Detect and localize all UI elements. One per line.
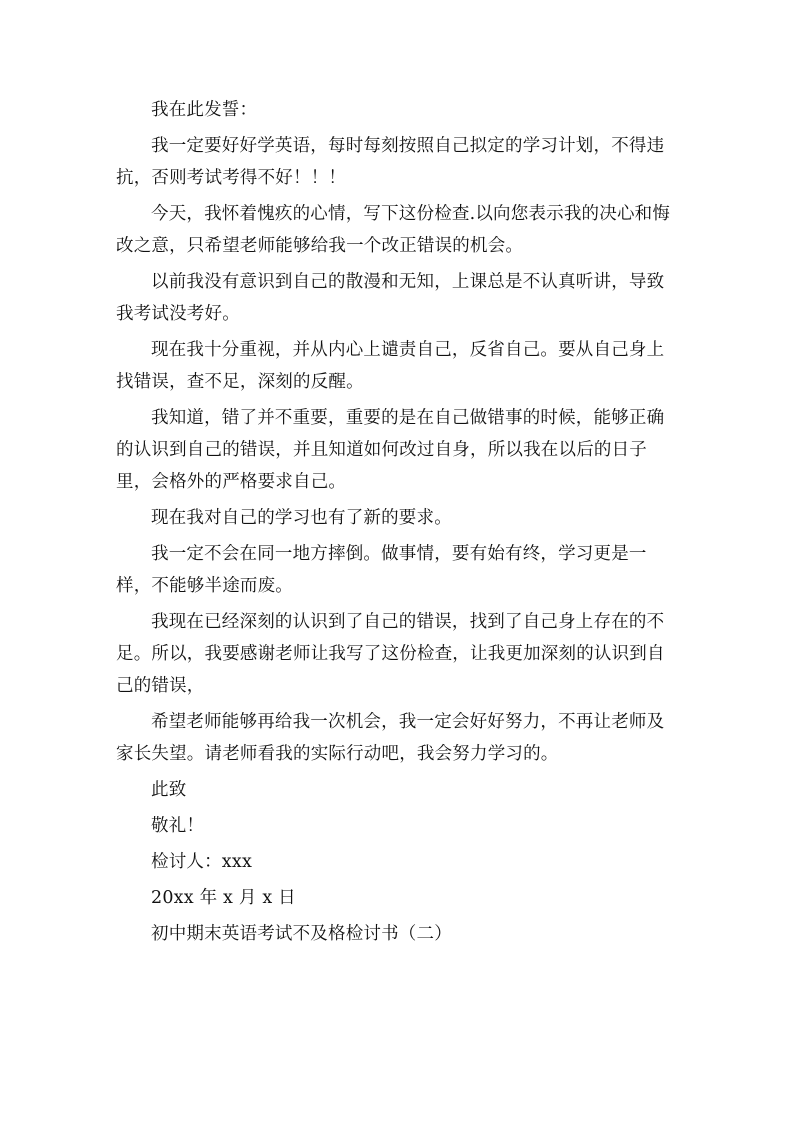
paragraph-oath: 我在此发誓：	[151, 100, 258, 120]
paragraph-recognize: 我现在已经深刻的认识到了自己的错误，找到了自己身上存在的不足。所以，我要感谢老师让我写了这份检查，让我更加深刻的认识到自己的错误，	[116, 612, 665, 696]
closing-signer: 检讨人：xxx	[151, 852, 253, 872]
document-body	[116, 94, 680, 954]
paragraph-not-fall: 我一定不会在同一地方摔倒。做事情，要有始有终，学习更是一样，不能够半途而废。	[116, 544, 647, 596]
paragraph-know: 我知道，错了并不重要，重要的是在自己做错事的时候，能够正确的认识到自己的错误，并且知道如何改过自身，所以我在以后的日子里，会格外的严格要求自己。	[116, 408, 665, 492]
closing-date: 20xx 年 x 月 x 日	[151, 888, 296, 908]
paragraph-hope: 希望老师能够再给我一次机会，我一定会好好努力，不再让老师及家长失望。请老师看我的实际行动吧，我会努力学习的。	[116, 712, 665, 764]
paragraph-past: 以前我没有意识到自己的散漫和无知，上课总是不认真听讲，导致我考试没考好。	[116, 272, 665, 324]
closing-regards: 敬礼！	[151, 816, 205, 836]
paragraph-promise: 我一定要好好学英语，每时每刻按照自己拟定的学习计划，不得违抗，否则考试考得不好！！！	[116, 136, 665, 188]
paragraph-now: 现在我十分重视，并从内心上谴责自己，反省自己。要从自己身上找错误，查不足，深刻的反醒。	[116, 340, 665, 392]
closing-salutation: 此致	[151, 780, 187, 800]
paragraph-new-requirements: 现在我对自己的学习也有了新的要求。	[151, 508, 452, 528]
next-document-title: 初中期末英语考试不及格检讨书（二）	[151, 924, 452, 944]
paragraph-today: 今天，我怀着愧疚的心情，写下这份检查.以向您表示我的决心和悔改之意，只希望老师能够给我一个改正错误的机会。	[116, 204, 671, 256]
